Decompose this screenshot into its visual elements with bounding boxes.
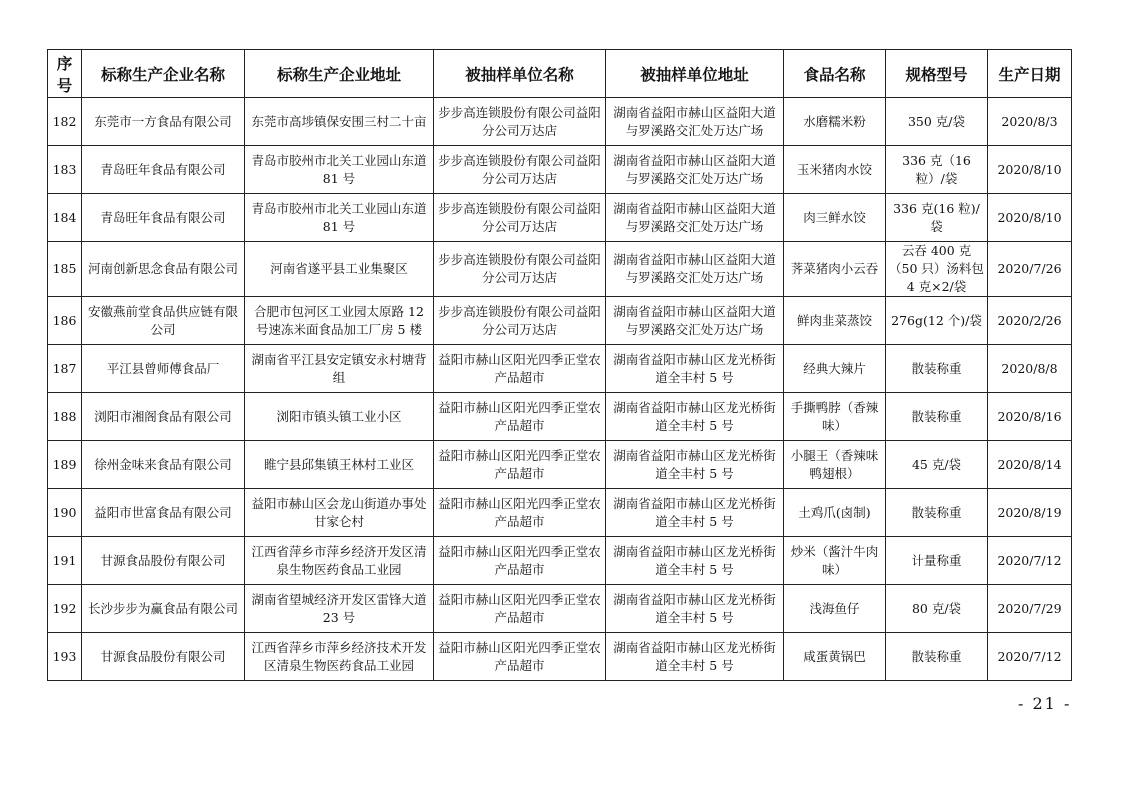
cell-specification: 计量称重	[886, 537, 988, 585]
cell-sampled-unit-name: 益阳市赫山区阳光四季正堂农产品超市	[434, 393, 606, 441]
cell-sampled-unit-name: 步步高连锁股份有限公司益阳分公司万达店	[434, 194, 606, 242]
cell-specification: 45 克/袋	[886, 441, 988, 489]
cell-specification: 散装称重	[886, 345, 988, 393]
cell-production-date: 2020/7/12	[988, 537, 1072, 585]
cell-production-date: 2020/8/19	[988, 489, 1072, 537]
cell-serial-no: 189	[48, 441, 82, 489]
cell-manufacturer-address: 益阳市赫山区会龙山街道办事处甘家仑村	[245, 489, 434, 537]
table-row	[48, 194, 1072, 242]
cell-food-name: 玉米猪肉水饺	[784, 146, 886, 194]
cell-food-name: 荠菜猪肉小云吞	[784, 242, 886, 297]
cell-sampled-unit-address: 湖南省益阳市赫山区龙光桥街道全丰村 5 号	[606, 585, 784, 633]
cell-sampled-unit-address: 湖南省益阳市赫山区龙光桥街道全丰村 5 号	[606, 633, 784, 681]
cell-serial-no: 188	[48, 393, 82, 441]
cell-sampled-unit-name: 益阳市赫山区阳光四季正堂农产品超市	[434, 489, 606, 537]
header-manufacturer-address: 标称生产企业地址	[245, 50, 434, 98]
table-body	[48, 98, 1072, 681]
cell-manufacturer-name: 青岛旺年食品有限公司	[82, 146, 245, 194]
cell-manufacturer-name: 甘源食品股份有限公司	[82, 633, 245, 681]
header-manufacturer-name: 标称生产企业名称	[82, 50, 245, 98]
cell-production-date: 2020/7/29	[988, 585, 1072, 633]
table-row	[48, 242, 1072, 297]
cell-manufacturer-address: 浏阳市镇头镇工业小区	[245, 393, 434, 441]
cell-production-date: 2020/8/10	[988, 194, 1072, 242]
cell-specification: 276g(12 个)/袋	[886, 297, 988, 345]
page-number: - 21 -	[1018, 694, 1072, 713]
cell-sampled-unit-address: 湖南省益阳市赫山区益阳大道与罗溪路交汇处万达广场	[606, 98, 784, 146]
header-sampled-unit-name: 被抽样单位名称	[434, 50, 606, 98]
cell-manufacturer-name: 安徽燕前堂食品供应链有限公司	[82, 297, 245, 345]
cell-food-name: 土鸡爪(卤制)	[784, 489, 886, 537]
cell-specification: 336 克（16 粒）/袋	[886, 146, 988, 194]
cell-manufacturer-name: 甘源食品股份有限公司	[82, 537, 245, 585]
cell-sampled-unit-name: 益阳市赫山区阳光四季正堂农产品超市	[434, 585, 606, 633]
cell-sampled-unit-address: 湖南省益阳市赫山区龙光桥街道全丰村 5 号	[606, 489, 784, 537]
cell-sampled-unit-address: 湖南省益阳市赫山区龙光桥街道全丰村 5 号	[606, 393, 784, 441]
cell-specification: 散装称重	[886, 633, 988, 681]
cell-serial-no: 187	[48, 345, 82, 393]
cell-food-name: 鲜肉韭菜蒸饺	[784, 297, 886, 345]
cell-sampled-unit-address: 湖南省益阳市赫山区益阳大道与罗溪路交汇处万达广场	[606, 146, 784, 194]
cell-manufacturer-address: 湖南省平江县安定镇安永村塘背组	[245, 345, 434, 393]
cell-specification: 336 克(16 粒)/袋	[886, 194, 988, 242]
cell-manufacturer-name: 河南创新思念食品有限公司	[82, 242, 245, 297]
cell-sampled-unit-address: 湖南省益阳市赫山区龙光桥街道全丰村 5 号	[606, 345, 784, 393]
cell-serial-no: 183	[48, 146, 82, 194]
cell-food-name: 手撕鸭脖（香辣味）	[784, 393, 886, 441]
table-row	[48, 393, 1072, 441]
cell-sampled-unit-name: 益阳市赫山区阳光四季正堂农产品超市	[434, 633, 606, 681]
table-row	[48, 633, 1072, 681]
cell-manufacturer-address: 湖南省望城经济开发区雷锋大道 23 号	[245, 585, 434, 633]
sampling-results-table	[47, 49, 1072, 681]
cell-manufacturer-address: 睢宁县邱集镇王林村工业区	[245, 441, 434, 489]
header-food-name: 食品名称	[784, 50, 886, 98]
cell-production-date: 2020/8/3	[988, 98, 1072, 146]
table-row	[48, 297, 1072, 345]
cell-manufacturer-address: 合肥市包河区工业园太原路 12 号速冻米面食品加工厂房 5 楼	[245, 297, 434, 345]
cell-production-date: 2020/7/26	[988, 242, 1072, 297]
header-sampled-unit-address: 被抽样单位地址	[606, 50, 784, 98]
cell-serial-no: 192	[48, 585, 82, 633]
cell-manufacturer-name: 徐州金味来食品有限公司	[82, 441, 245, 489]
header-serial-no: 序号	[48, 50, 82, 98]
cell-production-date: 2020/8/16	[988, 393, 1072, 441]
cell-specification: 散装称重	[886, 489, 988, 537]
cell-specification: 散装称重	[886, 393, 988, 441]
cell-food-name: 炒米（酱汁牛肉味）	[784, 537, 886, 585]
cell-serial-no: 184	[48, 194, 82, 242]
cell-food-name: 经典大辣片	[784, 345, 886, 393]
cell-manufacturer-name: 青岛旺年食品有限公司	[82, 194, 245, 242]
cell-manufacturer-address: 江西省萍乡市萍乡经济技术开发区清泉生物医药食品工业园	[245, 633, 434, 681]
table-row	[48, 98, 1072, 146]
cell-sampled-unit-address: 湖南省益阳市赫山区益阳大道与罗溪路交汇处万达广场	[606, 194, 784, 242]
cell-specification: 80 克/袋	[886, 585, 988, 633]
table-row	[48, 146, 1072, 194]
cell-sampled-unit-address: 湖南省益阳市赫山区益阳大道与罗溪路交汇处万达广场	[606, 242, 784, 297]
table-row	[48, 345, 1072, 393]
cell-serial-no: 182	[48, 98, 82, 146]
cell-manufacturer-name: 平江县曾师傅食品厂	[82, 345, 245, 393]
cell-manufacturer-address: 东莞市高埗镇保安围三村二十亩	[245, 98, 434, 146]
cell-specification: 云吞 400 克（50 只）汤料包 4 克×2/袋	[886, 242, 988, 297]
table-row	[48, 489, 1072, 537]
cell-manufacturer-name: 浏阳市湘阁食品有限公司	[82, 393, 245, 441]
cell-production-date: 2020/2/26	[988, 297, 1072, 345]
cell-food-name: 水磨糯米粉	[784, 98, 886, 146]
cell-manufacturer-name: 东莞市一方食品有限公司	[82, 98, 245, 146]
table-row	[48, 585, 1072, 633]
cell-production-date: 2020/8/8	[988, 345, 1072, 393]
cell-manufacturer-name: 益阳市世富食品有限公司	[82, 489, 245, 537]
cell-manufacturer-address: 青岛市胶州市北关工业园山东道 81 号	[245, 146, 434, 194]
cell-serial-no: 190	[48, 489, 82, 537]
cell-serial-no: 186	[48, 297, 82, 345]
cell-sampled-unit-address: 湖南省益阳市赫山区龙光桥街道全丰村 5 号	[606, 441, 784, 489]
table-row	[48, 537, 1072, 585]
cell-food-name: 咸蛋黄锅巴	[784, 633, 886, 681]
cell-production-date: 2020/8/10	[988, 146, 1072, 194]
cell-sampled-unit-name: 步步高连锁股份有限公司益阳分公司万达店	[434, 146, 606, 194]
cell-sampled-unit-name: 步步高连锁股份有限公司益阳分公司万达店	[434, 98, 606, 146]
cell-production-date: 2020/7/12	[988, 633, 1072, 681]
table-header-row	[48, 50, 1072, 98]
cell-food-name: 肉三鲜水饺	[784, 194, 886, 242]
cell-manufacturer-address: 江西省萍乡市萍乡经济开发区清泉生物医药食品工业园	[245, 537, 434, 585]
header-specification: 规格型号	[886, 50, 988, 98]
header-production-date: 生产日期	[988, 50, 1072, 98]
cell-sampled-unit-name: 益阳市赫山区阳光四季正堂农产品超市	[434, 537, 606, 585]
cell-sampled-unit-name: 益阳市赫山区阳光四季正堂农产品超市	[434, 345, 606, 393]
cell-serial-no: 191	[48, 537, 82, 585]
cell-manufacturer-address: 青岛市胶州市北关工业园山东道 81 号	[245, 194, 434, 242]
table-row	[48, 441, 1072, 489]
cell-production-date: 2020/8/14	[988, 441, 1072, 489]
cell-sampled-unit-name: 步步高连锁股份有限公司益阳分公司万达店	[434, 242, 606, 297]
cell-sampled-unit-name: 步步高连锁股份有限公司益阳分公司万达店	[434, 297, 606, 345]
cell-food-name: 小腿王（香辣味鸭翅根）	[784, 441, 886, 489]
cell-serial-no: 193	[48, 633, 82, 681]
cell-sampled-unit-name: 益阳市赫山区阳光四季正堂农产品超市	[434, 441, 606, 489]
cell-manufacturer-name: 长沙步步为赢食品有限公司	[82, 585, 245, 633]
cell-manufacturer-address: 河南省遂平县工业集聚区	[245, 242, 434, 297]
cell-food-name: 浅海鱼仔	[784, 585, 886, 633]
cell-sampled-unit-address: 湖南省益阳市赫山区龙光桥街道全丰村 5 号	[606, 537, 784, 585]
cell-serial-no: 185	[48, 242, 82, 297]
cell-specification: 350 克/袋	[886, 98, 988, 146]
cell-sampled-unit-address: 湖南省益阳市赫山区益阳大道与罗溪路交汇处万达广场	[606, 297, 784, 345]
